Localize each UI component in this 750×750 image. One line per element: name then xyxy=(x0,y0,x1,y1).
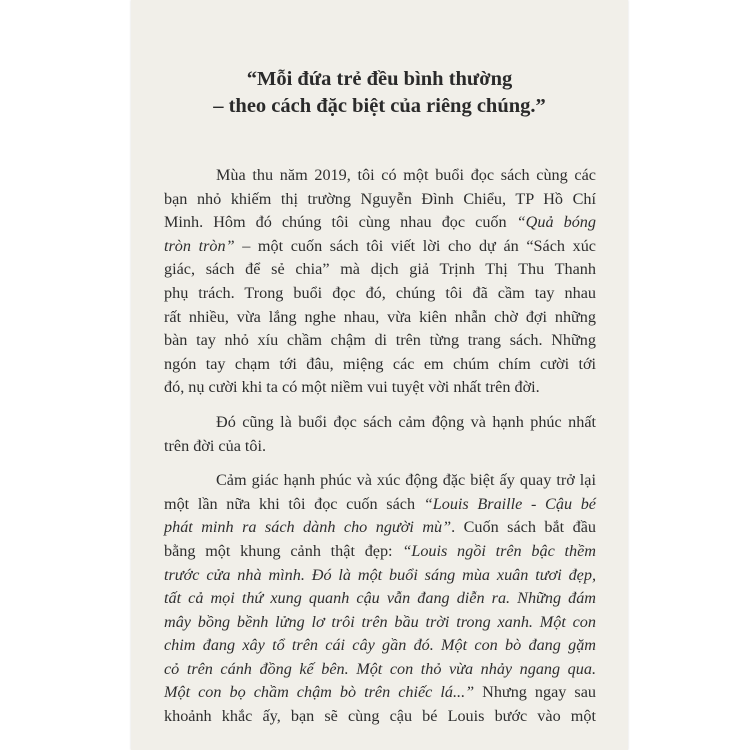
text-line xyxy=(164,658,596,682)
text-line xyxy=(164,376,596,400)
text-line xyxy=(164,164,596,188)
text-run: bằng một khung cảnh thật đẹp: xyxy=(164,541,403,560)
paragraph xyxy=(164,411,596,458)
text-run: Đó cũng là buổi đọc sách cảm động và hạnh phúc nhất xyxy=(216,412,596,431)
text-line xyxy=(164,516,596,540)
italic-run: tròn tròn” xyxy=(164,236,235,255)
italic-run: cỏ trên cánh đồng kế bên. Một con thỏ vừa nhảy ngang qua. xyxy=(164,659,596,678)
italic-run: tất cả mọi thứ xung quanh cậu vẫn đang diễn ra. Những đám xyxy=(164,589,596,608)
text-line xyxy=(164,634,596,658)
text-run: Nhưng ngay sau xyxy=(474,683,596,702)
body-text xyxy=(164,164,596,740)
text-line xyxy=(164,611,596,635)
text-run: Mùa thu năm 2019, tôi có một buổi đọc sách cùng các xyxy=(216,166,596,184)
text-run: . Cuốn sách bắt đầu xyxy=(451,518,596,537)
text-line xyxy=(164,282,596,306)
text-run: – một cuốn sách tôi viết lời cho dự án “Sách xúc xyxy=(234,236,596,255)
text-line xyxy=(164,493,596,517)
text-run: bàn tay nhỏ xíu chầm chậm di trên từng trang sách. Những xyxy=(164,331,596,350)
italic-run: Một con bọ chầm chậm bò trên chiếc lá...” xyxy=(164,683,475,702)
text-run: Minh. Hôm đó chúng tôi cùng nhau đọc cuốn xyxy=(164,213,517,232)
text-line xyxy=(164,258,596,282)
text-run: bạn nhỏ khiếm thị trường Nguyễn Đình Chiểu, TP Hồ Chí xyxy=(164,189,596,208)
text-run: đó, nụ cười khi ta có một niềm vui tuyệt vời nhất trên đời. xyxy=(164,378,540,397)
text-line xyxy=(164,564,596,588)
italic-run: phát minh ra sách dành cho người mù” xyxy=(164,518,452,537)
text-line xyxy=(164,211,596,235)
text-line xyxy=(164,540,596,564)
italic-run: mây bồng bềnh lửng lơ trôi trên bầu trời trong xanh. Một con xyxy=(164,612,596,631)
text-line xyxy=(164,435,596,459)
text-line xyxy=(164,705,596,729)
book-page xyxy=(131,0,628,750)
text-run: Cảm giác hạnh phúc và xúc động đặc biệt ấy quay trở lại xyxy=(216,471,596,490)
text-line xyxy=(164,587,596,611)
italic-run: “Quả bóng xyxy=(516,213,596,232)
text-run: rất nhiều, vừa lắng nghe nhau, vừa kiên nhẫn chờ đợi những xyxy=(164,307,596,326)
italic-run: “Louis ngồi trên bậc thềm xyxy=(402,541,596,560)
paragraph xyxy=(164,164,596,400)
italic-run: “Louis Braille - Cậu bé xyxy=(423,494,596,513)
text-line xyxy=(164,411,596,435)
italic-run: chim đang xây tổ trên cái cây gần đó. Một con bò đang gặm xyxy=(164,636,596,655)
quote-line-2: – theo cách đặc biệt của riêng chúng.” xyxy=(213,95,546,117)
paragraph xyxy=(164,469,596,729)
text-line xyxy=(164,235,596,259)
text-run: một lần nữa khi tôi đọc cuốn sách xyxy=(164,494,424,513)
text-run: phụ trách. Trong buổi đọc đó, chúng tôi đã cầm tay nhau xyxy=(164,283,596,302)
text-run: trên đời của tôi. xyxy=(164,436,267,455)
text-run: khoảnh khắc ấy, bạn sẽ cùng cậu bé Louis bước vào một xyxy=(164,707,596,726)
text-line xyxy=(164,306,596,330)
text-line xyxy=(164,469,596,493)
quote-line-1: “Mỗi đứa trẻ đều bình thường xyxy=(246,68,513,90)
text-line xyxy=(164,329,596,353)
epigraph-quote xyxy=(131,66,628,120)
text-line xyxy=(164,188,596,212)
text-line xyxy=(164,681,596,705)
text-line xyxy=(164,353,596,377)
text-run: giác, sách để sẻ chia” mà dịch giả Trịnh Thị Thu Thanh xyxy=(164,260,596,279)
text-run: ngón tay chạm tới đâu, miệng các em chúm chím cười tới xyxy=(164,354,596,373)
italic-run: trước cửa nhà mình. Đó là một buổi sáng mùa xuân tươi đẹp, xyxy=(164,565,596,584)
